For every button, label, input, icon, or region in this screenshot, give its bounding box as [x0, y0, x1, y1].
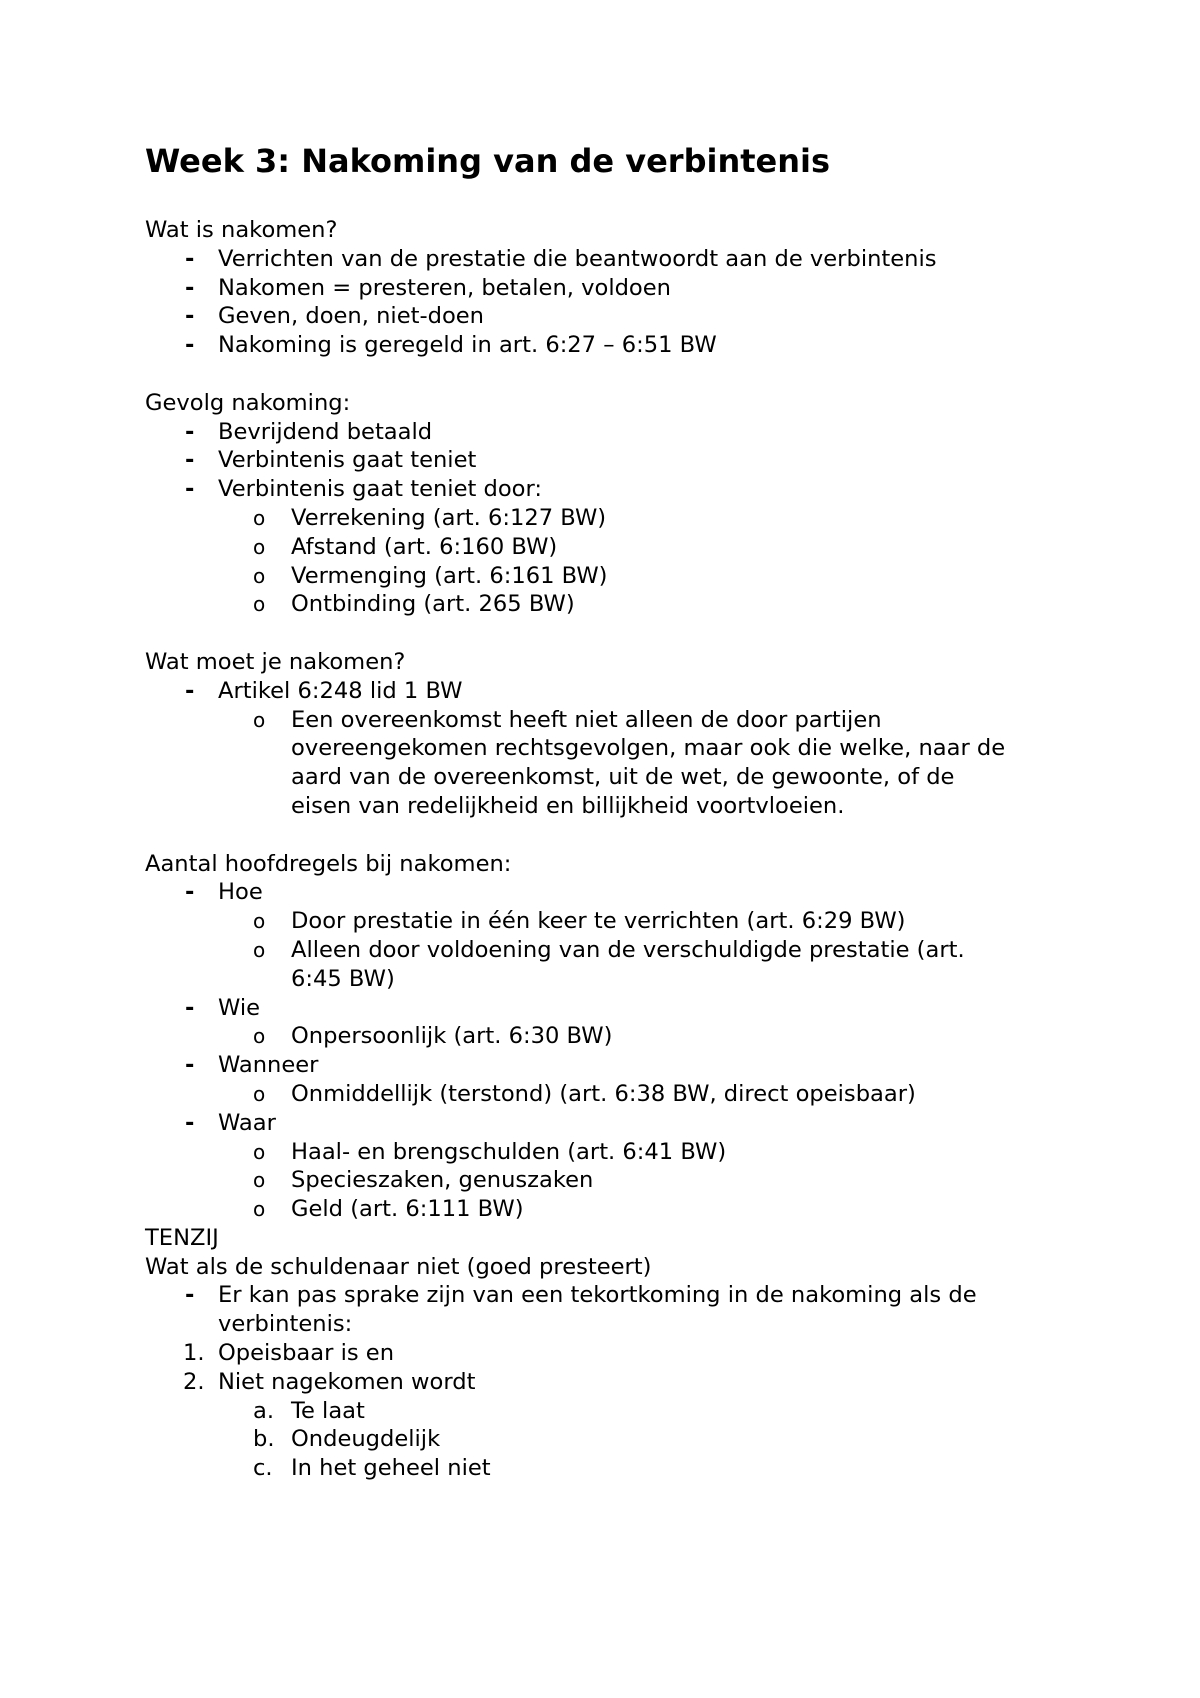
- line-text: TENZIJ: [145, 1224, 219, 1251]
- list-item: [145, 1368, 1105, 1397]
- list-item: [145, 475, 1105, 504]
- line-text: Verbintenis gaat teniet door:: [218, 476, 543, 503]
- section-heading: [145, 1224, 1105, 1253]
- dash-bullet: -: [185, 476, 195, 503]
- list-item: [145, 1397, 1105, 1426]
- list-item: [145, 994, 1105, 1023]
- dash-bullet: -: [185, 447, 195, 474]
- list-item: [145, 1425, 1105, 1454]
- line-text: overeengekomen rechtsgevolgen, maar ook die welke, naar de: [291, 735, 1006, 762]
- circle-bullet: o: [253, 1081, 266, 1106]
- line-text: verbintenis:: [218, 1311, 353, 1338]
- line-text: aard van de overeenkomst, uit de wet, de gewoonte, of de: [291, 764, 955, 791]
- line-text: Verbintenis gaat teniet: [218, 447, 477, 474]
- circle-bullet: o: [253, 1197, 266, 1222]
- list-item: [145, 418, 1105, 447]
- circle-bullet: o: [253, 534, 266, 559]
- list-item: [145, 1454, 1105, 1483]
- circle-bullet: o: [253, 707, 266, 732]
- list-item: [145, 562, 1105, 591]
- line-text: Nakomen = presteren, betalen, voldoen: [218, 274, 671, 301]
- line-text: Specieszaken, genuszaken: [291, 1167, 594, 1194]
- line-text: Niet nagekomen wordt: [218, 1368, 476, 1395]
- page-title: Week 3: Nakoming van de verbintenis: [145, 142, 831, 180]
- list-item: [145, 1080, 1105, 1109]
- circle-bullet: o: [253, 909, 266, 934]
- line-text: Alleen door voldoening van de verschuldigde prestatie (art.: [291, 936, 965, 963]
- blank-line: [145, 360, 1105, 389]
- document-body: [145, 216, 1105, 1483]
- list-item-continuation: [145, 763, 1105, 792]
- line-text: 6:45 BW): [291, 965, 395, 992]
- line-text: Wanneer: [218, 1052, 319, 1079]
- list-item: [145, 245, 1105, 274]
- circle-bullet: o: [253, 937, 266, 962]
- section-heading: [145, 216, 1105, 245]
- dash-bullet: -: [185, 332, 195, 359]
- section-heading: [145, 389, 1105, 418]
- line-text: Haal- en brengschulden (art. 6:41 BW): [291, 1138, 727, 1165]
- line-text: Wat moet je nakomen?: [145, 648, 406, 675]
- list-number: a.: [253, 1397, 275, 1424]
- list-item: [145, 1051, 1105, 1080]
- list-item: [145, 706, 1105, 735]
- line-text: Aantal hoofdregels bij nakomen:: [145, 850, 512, 877]
- dash-bullet: -: [185, 879, 195, 906]
- line-text: Door prestatie in één keer te verrichten (art. 6:29 BW): [291, 908, 906, 935]
- dash-bullet: -: [185, 303, 195, 330]
- list-item: [145, 907, 1105, 936]
- line-text: Wat is nakomen?: [145, 217, 338, 243]
- line-text: Onmiddellijk (terstond) (art. 6:38 BW, direct opeisbaar): [291, 1080, 916, 1107]
- dash-bullet: -: [185, 418, 195, 445]
- list-item: [145, 1339, 1105, 1368]
- line-text: Bevrijdend betaald: [218, 418, 433, 445]
- list-item: [145, 274, 1105, 303]
- list-item: [145, 590, 1105, 619]
- circle-bullet: o: [253, 592, 266, 617]
- line-text: In het geheel niet: [291, 1455, 491, 1482]
- dash-bullet: -: [185, 677, 195, 704]
- line-text: Opeisbaar is en: [218, 1340, 395, 1367]
- line-text: Geld (art. 6:111 BW): [291, 1196, 524, 1223]
- circle-bullet: o: [253, 563, 266, 588]
- line-text: Er kan pas sprake zijn van een tekortkoming in de nakoming als de: [218, 1282, 977, 1309]
- list-item: [145, 331, 1105, 360]
- list-item: [145, 302, 1105, 331]
- line-text: Een overeenkomst heeft niet alleen de door partijen: [291, 706, 882, 733]
- list-number: 1.: [183, 1340, 205, 1367]
- line-text: Nakoming is geregeld in art. 6:27 – 6:51 BW: [218, 332, 717, 359]
- blank-line: [145, 821, 1105, 850]
- list-item: [145, 1281, 1105, 1310]
- circle-bullet: o: [253, 1139, 266, 1164]
- list-item: [145, 1022, 1105, 1051]
- line-text: Onpersoonlijk (art. 6:30 BW): [291, 1023, 613, 1050]
- list-item: [145, 533, 1105, 562]
- line-text: Gevolg nakoming:: [145, 389, 351, 416]
- list-item: [145, 446, 1105, 475]
- line-text: Verrichten van de prestatie die beantwoordt aan de verbintenis: [218, 245, 937, 272]
- dash-bullet: -: [185, 1282, 195, 1309]
- blank-line: [145, 619, 1105, 648]
- dash-bullet: -: [185, 274, 195, 301]
- list-item: [145, 504, 1105, 533]
- list-number: b.: [253, 1426, 275, 1453]
- dash-bullet: -: [185, 1109, 195, 1136]
- list-number: 2.: [183, 1368, 205, 1395]
- line-text: Wat als de schuldenaar niet (goed presteert): [145, 1253, 652, 1280]
- line-text: Ontbinding (art. 265 BW): [291, 591, 575, 618]
- line-text: Wie: [218, 994, 261, 1021]
- list-item-continuation: [145, 1310, 1105, 1339]
- line-text: eisen van redelijkheid en billijkheid voortvloeien.: [291, 792, 845, 819]
- list-item-continuation: [145, 792, 1105, 821]
- list-item: [145, 1138, 1105, 1167]
- section-heading: [145, 1253, 1105, 1282]
- dash-bullet: -: [185, 1052, 195, 1079]
- line-text: Afstand (art. 6:160 BW): [291, 533, 558, 560]
- line-text: Waar: [218, 1109, 276, 1136]
- list-item: [145, 878, 1105, 907]
- dash-bullet: -: [185, 245, 195, 272]
- line-text: Artikel 6:248 lid 1 BW: [218, 677, 463, 704]
- circle-bullet: o: [253, 505, 266, 530]
- line-text: Ondeugdelijk: [291, 1426, 441, 1453]
- dash-bullet: -: [185, 994, 195, 1021]
- list-item: [145, 1166, 1105, 1195]
- circle-bullet: o: [253, 1168, 266, 1193]
- circle-bullet: o: [253, 1024, 266, 1049]
- list-item-continuation: [145, 965, 1105, 994]
- line-text: Te laat: [291, 1397, 365, 1424]
- line-text: Geven, doen, niet-doen: [218, 303, 485, 330]
- section-heading: [145, 850, 1105, 879]
- list-item-continuation: [145, 734, 1105, 763]
- section-heading: [145, 648, 1105, 677]
- list-item: [145, 936, 1105, 965]
- line-text: Hoe: [218, 879, 263, 906]
- list-item: [145, 677, 1105, 706]
- line-text: Verrekening (art. 6:127 BW): [291, 504, 607, 531]
- line-text: Vermenging (art. 6:161 BW): [291, 562, 608, 589]
- list-item: [145, 1195, 1105, 1224]
- list-item: [145, 1109, 1105, 1138]
- list-number: c.: [253, 1455, 273, 1482]
